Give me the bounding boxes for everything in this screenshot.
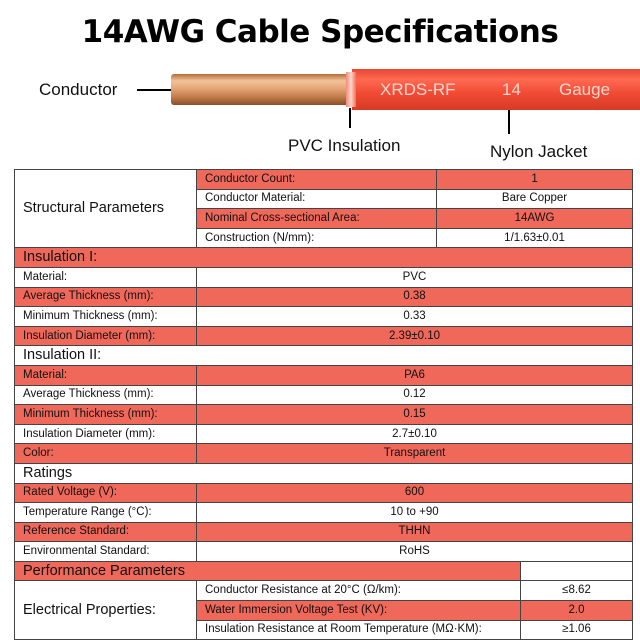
spec-name: Conductor Resistance at 20°C (Ω/km): [197, 581, 521, 601]
table-row [15, 522, 633, 542]
spec-value: Transparent [197, 444, 633, 464]
spec-name: Water Immersion Voltage Test (KV): [197, 601, 521, 621]
spec-value: 0.15 [197, 405, 633, 425]
spec-value: 1/1.63±0.01 [437, 228, 633, 248]
spec-name: Reference Standard: [15, 522, 197, 542]
performance-heading-blank [521, 561, 633, 581]
spec-value: 14AWG [437, 209, 633, 229]
insulation1-heading: Insulation I: [15, 248, 633, 268]
section-heading-row [15, 561, 633, 581]
page-title: 14AWG Cable Specifications [81, 14, 559, 50]
spec-value: 2.0 [521, 601, 633, 621]
spec-name: Construction (N/mm): [197, 228, 437, 248]
spec-value: 0.38 [197, 287, 633, 307]
conductor-pointer-line [137, 89, 173, 91]
spec-name: Insulation Diameter (mm): [15, 326, 197, 346]
spec-name: Average Thickness (mm): [15, 287, 197, 307]
spec-value: PVC [197, 267, 633, 287]
spec-name: Conductor Count: [197, 170, 437, 190]
table-row [15, 170, 633, 190]
spec-value: Bare Copper [437, 189, 633, 209]
copper-conductor [171, 74, 355, 105]
spec-value: 0.33 [197, 307, 633, 327]
section-heading-row [15, 248, 633, 268]
table-row [15, 424, 633, 444]
pvc-pointer-line [349, 108, 351, 128]
spec-name: Rated Voltage (V): [15, 483, 197, 503]
nylon-jacket-label: Nylon Jacket [490, 142, 588, 161]
spec-name: Minimum Thickness (mm): [15, 307, 197, 327]
table-row [15, 307, 633, 327]
spec-value: RoHS [197, 542, 633, 562]
spec-value: THHN [197, 522, 633, 542]
table-row [15, 267, 633, 287]
table-row [15, 542, 633, 562]
table-row [15, 385, 633, 405]
spec-name: Insulation Diameter (mm): [15, 424, 197, 444]
pvc-insulation-ring [346, 72, 356, 107]
spec-name: Material: [15, 365, 197, 385]
ratings-heading: Ratings [15, 463, 633, 483]
spec-name: Color: [15, 444, 197, 464]
conductor-label: Conductor [39, 80, 118, 99]
spec-value: ≤8.62 [521, 581, 633, 601]
structural-label: Structural Parameters [15, 170, 197, 248]
spec-name: Material: [15, 267, 197, 287]
performance-heading: Performance Parameters [15, 561, 521, 581]
table-row [15, 287, 633, 307]
nylon-pointer-line [508, 110, 510, 134]
electrical-properties-label: Electrical Properties: [15, 581, 197, 640]
spec-value: 2.39±0.10 [197, 326, 633, 346]
spec-name: Average Thickness (mm): [15, 385, 197, 405]
section-heading-row [15, 463, 633, 483]
spec-name: Environmental Standard: [15, 542, 197, 562]
table-row [15, 444, 633, 464]
spec-value: PA6 [197, 365, 633, 385]
jacket-gauge-word: Gauge [559, 79, 611, 99]
spec-table [14, 169, 633, 640]
table-row [15, 405, 633, 425]
jacket-brand-text: XRDS-RF [380, 79, 456, 99]
spec-name: Conductor Material: [197, 189, 437, 209]
spec-name: Temperature Range (°C): [15, 503, 197, 523]
jacket-gauge-number: 14 [502, 79, 521, 99]
spec-value: 2.7±0.10 [197, 424, 633, 444]
section-heading-row [15, 346, 633, 366]
spec-value: 10 to +90 [197, 503, 633, 523]
spec-name: Nominal Cross-sectional Area: [197, 209, 437, 229]
spec-name: Insulation Resistance at Room Temperature (MΩ·KM): [197, 620, 521, 640]
spec-name: Minimum Thickness (mm): [15, 405, 197, 425]
spec-value: 0.12 [197, 385, 633, 405]
table-row [15, 503, 633, 523]
nylon-jacket [352, 69, 640, 110]
spec-value: ≥1.06 [521, 620, 633, 640]
table-row [15, 581, 633, 601]
spec-value: 600 [197, 483, 633, 503]
table-row [15, 483, 633, 503]
spec-value: 1 [437, 170, 633, 190]
table-row [15, 365, 633, 385]
pvc-insulation-label: PVC Insulation [288, 136, 401, 155]
insulation2-heading: Insulation II: [15, 346, 633, 366]
table-row [15, 326, 633, 346]
